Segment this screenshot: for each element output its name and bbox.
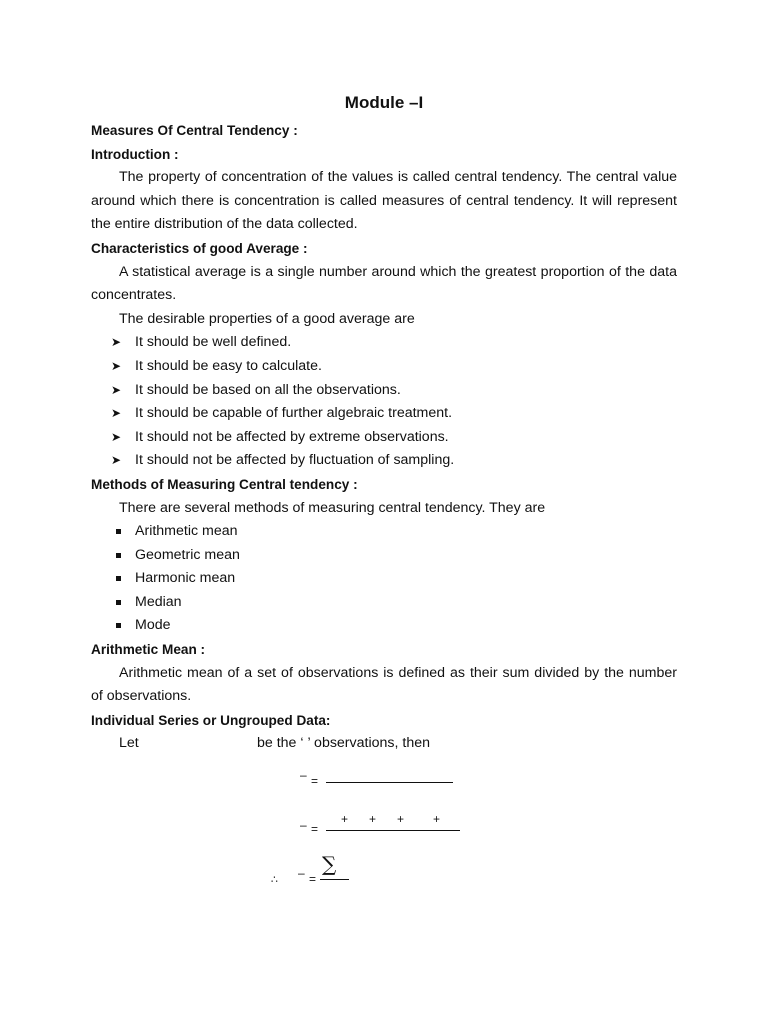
list-item: Harmonic mean xyxy=(111,567,677,591)
list-item: ➤ It should be easy to calculate. xyxy=(111,355,677,379)
heading-measures: Measures Of Central Tendency : xyxy=(91,123,298,138)
heading-arithmetic-mean: Arithmetic Mean : xyxy=(91,642,206,658)
plus-sign: + xyxy=(369,812,377,826)
list-item: Mode xyxy=(111,614,677,638)
list-item: ➤ It should be capable of further algebraic treatment. xyxy=(111,402,677,426)
let-continuation: be the ‘ ’ observations, then xyxy=(257,735,430,752)
plus-sign: + xyxy=(341,812,349,826)
fraction-line xyxy=(326,830,460,831)
square-bullet-icon xyxy=(116,529,121,534)
plus-sign: + xyxy=(433,812,441,826)
list-item: ➤ It should be based on all the observations. xyxy=(111,379,677,403)
arrow-bullet-icon: ➤ xyxy=(111,335,122,350)
intro-paragraph: The property of concentration of the values is called central tendency. The central value around which there is concentration is called measures of central tendency. It will represent the entire distribution of the data collected. xyxy=(91,169,677,233)
arrow-bullet-icon: ➤ xyxy=(111,453,122,468)
list-item: Median xyxy=(111,591,677,615)
arrow-bullet-icon: ➤ xyxy=(111,358,122,373)
heading-introduction: Introduction : xyxy=(91,146,179,162)
let-line xyxy=(91,732,677,756)
arrow-bullet-icon: ➤ xyxy=(111,406,122,421)
characteristics-paragraph: A statistical average is a single number around which the greatest proportion of the data concentrates. xyxy=(91,263,677,304)
fraction-line xyxy=(326,782,453,783)
list-item: ➤ It should not be affected by fluctuation of sampling. xyxy=(111,449,677,473)
document-body xyxy=(91,119,677,756)
list-item: ➤ It should not be affected by extreme observations. xyxy=(111,426,677,450)
methods-paragraph: There are several methods of measuring central tendency. They are xyxy=(119,499,546,516)
square-bullet-icon xyxy=(116,623,121,628)
fraction-line xyxy=(320,879,349,880)
mean-bar: – xyxy=(298,866,305,880)
square-bullet-icon xyxy=(116,553,121,558)
equals-sign: = xyxy=(311,774,319,788)
list-item: Arithmetic mean xyxy=(111,520,677,544)
equals-sign: = xyxy=(309,872,317,886)
properties-list xyxy=(91,331,677,473)
arrow-bullet-icon: ➤ xyxy=(111,429,122,444)
heading-characteristics: Characteristics of good Average : xyxy=(91,240,308,256)
methods-list xyxy=(91,520,677,638)
therefore-symbol: ∴ xyxy=(271,874,278,886)
square-bullet-icon xyxy=(116,576,121,581)
heading-individual-series: Individual Series or Ungrouped Data: xyxy=(91,712,331,728)
square-bullet-icon xyxy=(116,600,121,605)
mean-bar: – xyxy=(300,768,307,782)
arrow-bullet-icon: ➤ xyxy=(111,382,122,397)
equals-sign: = xyxy=(311,822,319,836)
let-label: Let xyxy=(119,735,139,752)
list-item: ➤ It should be well defined. xyxy=(111,331,677,355)
mean-bar: – xyxy=(300,818,307,832)
sigma-symbol: ∑ xyxy=(322,852,337,876)
list-item: Geometric mean xyxy=(111,544,677,568)
desirable-paragraph: The desirable properties of a good average are xyxy=(119,310,415,327)
page-title: Module –I xyxy=(344,93,424,112)
plus-sign: + xyxy=(397,812,405,826)
heading-methods: Methods of Measuring Central tendency : xyxy=(91,476,358,492)
arithmetic-paragraph: Arithmetic mean of a set of observations is defined as their sum divided by the number of observations. xyxy=(91,664,677,705)
